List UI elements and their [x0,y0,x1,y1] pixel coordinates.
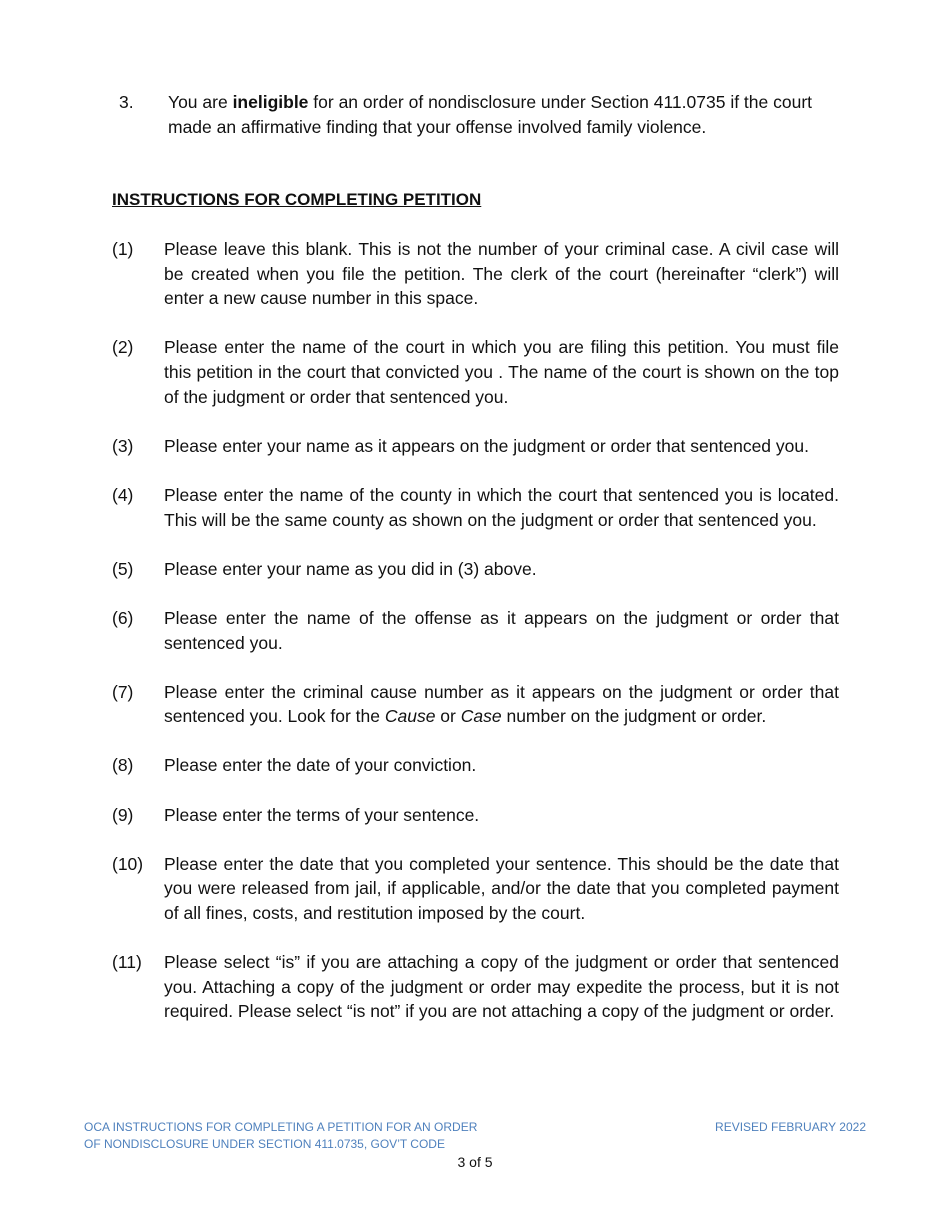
instruction-text: Please enter the date that you completed your sentence. This should be the date that you were released from jail, if applicable, and/or the date that you completed payment of all fines, costs, and restitution imposed by the court. [164,853,839,924]
instruction-text: Please enter the date of your conviction. [164,755,477,776]
instruction-text: Please enter the name of the court in which you are filing this petition. You must file this petition in the court that convicted you . The name of the court is shown on the top of the judgment or order that sentenced you. [164,337,839,407]
instruction-item [112,950,839,1024]
instruction-text-part: Please enter the criminal cause number as it appears on the judgment or order that sentenced you. Look for the [164,681,839,727]
eligibility-item-3 [119,90,839,140]
instruction-number: (11) [112,952,142,973]
instruction-item [112,606,839,655]
instruction-number: (8) [112,755,134,776]
instruction-text: Please enter your name as it appears on the judgment or order that sentenced you. [164,435,809,456]
page-number: 3 of 5 [457,1154,493,1170]
instruction-item [112,434,839,459]
instruction-text: Please enter the name of the county in which the court that sentenced you is located. This will be the same county as shown on the judgment or order that sentenced you. [164,484,839,530]
item-text [168,90,839,140]
instruction-number: (1) [112,239,134,259]
instruction-item [112,557,839,582]
instruction-text [164,680,839,729]
instruction-number: (4) [112,484,134,505]
item-number: 3. [119,92,134,112]
instruction-item [112,803,839,828]
instruction-number: (6) [112,607,134,628]
instruction-number: (7) [112,681,134,702]
instructions-list [112,237,839,1049]
instruction-item [112,753,839,778]
footer-document-title [84,1119,477,1153]
instruction-text: Please select “is” if you are attaching a copy of the judgment or order that sentenced you. Attaching a copy of the judgment or order may expedite the process, but it is not required. Please select “is not” if you are not attaching a copy of the judgment or order. [164,952,839,1022]
instruction-number: (9) [112,804,134,825]
footer-revision-date: REVISED FEBRUARY 2022 [715,1120,866,1134]
instruction-text: Please enter your name as you did in (3) above. [164,558,537,579]
instruction-number: (3) [112,435,134,456]
section-heading: INSTRUCTIONS FOR COMPLETING PETITION [112,190,482,209]
instruction-text: Please enter the name of the offense as it appears on the judgment or order that sentenced you. [164,607,839,653]
footer-line-1: OCA INSTRUCTIONS FOR COMPLETING A PETITION FOR AN ORDER [84,1120,478,1134]
instruction-item [112,335,839,409]
instruction-item [112,483,839,532]
instruction-number: (10) [112,853,144,874]
instruction-item [112,852,839,926]
instruction-text-part: or [435,706,461,727]
footer-line-2: OF NONDISCLOSURE UNDER SECTION 411.0735, GOV’T CODE [84,1137,445,1151]
instruction-number: (2) [112,337,134,358]
instruction-number: (5) [112,558,134,579]
item-text-pre: You are [168,92,233,112]
instruction-text: Please enter the terms of your sentence. [164,804,480,825]
instruction-text: Please leave this blank. This is not the number of your criminal case. A civil case will be created when you file the petition. The clerk of the court (hereinafter “clerk”) will enter a new cause number in this space. [164,239,839,309]
item-text-post: for an order of nondisclosure under Section 411.0735 if the court made an affirmative finding that your offense involved family violence. [168,92,813,137]
instruction-text-part: number on the judgment or order. [501,706,767,727]
instruction-item [112,237,839,311]
instruction-text-italic: Cause [384,706,436,727]
instruction-item [112,680,839,729]
instruction-text-italic: Case [460,706,502,727]
item-text-bold: ineligible [232,92,309,112]
